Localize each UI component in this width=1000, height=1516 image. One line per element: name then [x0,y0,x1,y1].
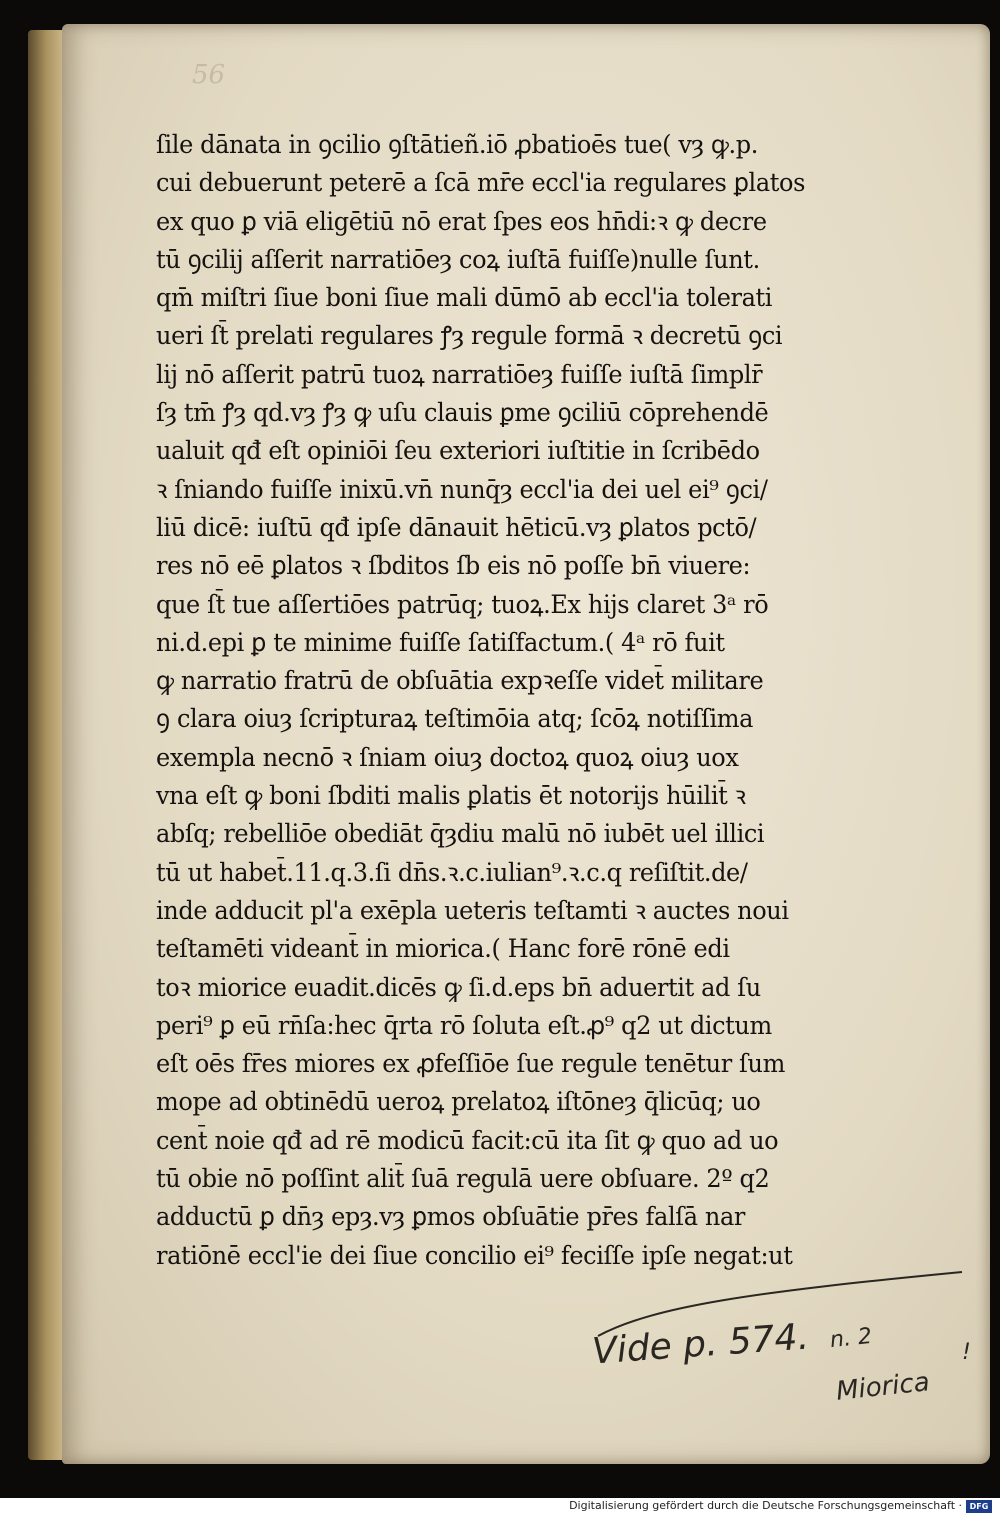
text-line: liū dicē: iuſtū qđ ipſe dānauit hēticū.vȝ ꝑlatos pctō/ [156,512,757,542]
text-line: toꝛ miorice euadit.dicēs ꝙ ſi.d.eps bn̄ aduertit ad ſu [156,972,761,1002]
text-line: exempla necnō ꝛ ſniam oiuȝ doctoꝝ quoꝝ oiuȝ uox [156,742,739,772]
text-line: tū ut habet̄.11.q.3.ſi dn̄s.ꝛ.c.iulian⁹.ꝛ.c.q reſiſtit.de/ [156,857,748,887]
page-number: 56 [192,60,226,90]
text-line: mope ad obtinēdū ueroꝝ prelatoꝝ iſtōneȝ q̄licūq; uo [156,1087,761,1117]
text-line: ꝛ ſniando fuiſſe inixū.vn̄ nunq̄ȝ eccl'ia dei uel ei⁹ ꝯci/ [156,474,768,504]
text-line: ratiōnē eccl'ie dei ſiue concilio ei⁹ feciſſe ipſe negat:ut [156,1240,793,1270]
footer-credit: Digitalisierung gefördert durch die Deutsche Forschungsgemeinschaft · [569,1499,962,1512]
text-line: abſq; rebelliōe obediāt q̄ȝdiu malū nō iubēt uel illici [156,819,765,849]
text-line: teſtamēti videant̄ in miorica.( Hanc forē rōnē edi [156,934,730,964]
text-block [156,126,956,1275]
text-line: eſt oēs fr̄es miores ex ꝓfeſſiōe ſue regule tenētur ſum [156,1049,785,1079]
text-line: res nō eē ꝑlatos ꝛ ſbditos ſb eis nō poſſe bn̄ viuere: [156,551,751,581]
text-line: lij nō aſſerit patrū tuoꝝ narratiōeȝ fuiſſe iuſtā ſimplr̄ [156,359,763,389]
text-line: qm̄ miſtri ſiue boni ſiue mali dūmō ab eccl'ia tolerati [156,283,773,313]
text-line: ꝙ narratio fratrū de obſuātia expꝛeſſe videt̄ militare [156,666,764,696]
text-line: inde adducit pl'a exēpla ueteris teſtamti ꝛ auctes noui [156,895,789,925]
text-line: ex quo ꝑ viā eligētiū nō erat ſpes eos hn̄di:ꝛ ꝙ decre [156,206,767,236]
footer-bar [0,1498,1000,1516]
text-line: tū ꝯcilij aſſerit narratiōeȝ coꝝ iuſtā fuiſſe)nulle ſunt. [156,244,760,274]
handwritten-mark: ! [962,1340,971,1365]
handwritten-annotation: Vide p. 574. [590,1316,811,1373]
text-line: peri⁹ ꝑ eū rn̄ſa:hec q̄rta rō ſoluta eſt.ꝓ⁹ q2 ut dictum [156,1010,772,1040]
text-line: ni.d.epi ꝑ te minime fuiſſe ſatiſfactum.( 4ᵃ rō fuit [156,627,725,657]
handwritten-annotation-ref: n. 2 [828,1323,874,1354]
text-line: adductū ꝑ dn̄ȝ epȝ.vȝ ꝑmos obſuātie pr̄es falſā nar [156,1202,746,1232]
text-line: ualuit qđ eſt opiniōi ſeu exteriori iuſtitie in ſcribēdo [156,436,760,466]
handwritten-annotation-word: Miorica [834,1367,932,1407]
dfg-logo: DFG [966,1500,992,1513]
text-line: vna eſt ꝙ boni ſbditi malis ꝑlatis ēt notorijs hūilit̄ ꝛ [156,781,746,811]
text-line: ꝯ clara oiuȝ ſcripturaꝝ teſtimōia atq; ſcōꝝ notiſſima [156,704,754,734]
text-line: cui debuerunt peterē a ſcā mr̄e eccl'ia regulares ꝑlatos [156,168,806,198]
text-line: ſile dānata in ꝯcilio ꝯſtātieñ.iō ꝓbatioēs tue( vȝ ꝙ.p. [156,130,759,159]
text-line: cent̄ noie qđ ad rē modicū facit:cū ita ſit ꝙ quo ad uo [156,1125,779,1155]
text-line: ſȝ tm̄ ꝭȝ qd.vȝ ꝭȝ ꝙ uſu clauis ꝑme ꝯciliū cōprehendē [156,398,769,428]
text-line: tū obie nō poſſint alit̄ ſuā regulā uere obſuare. 2º q2 [156,1164,770,1194]
text-line: que ſt̄ tue aſſertiōes patrūq; tuoꝝ.Ex hijs claret 3ᵃ rō [156,589,769,619]
text-line: ueri ſt̄ prelati regulares ꝭȝ regule formā ꝛ decretū ꝯci [156,321,783,351]
